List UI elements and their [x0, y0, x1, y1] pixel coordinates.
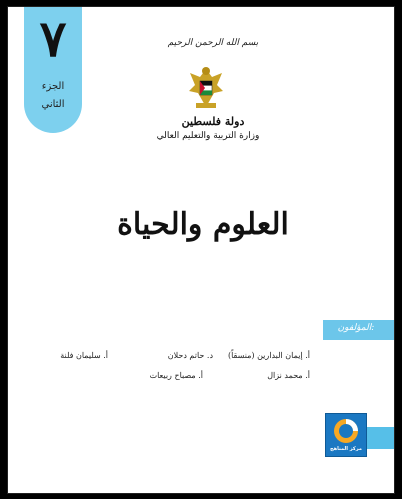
part-label: الجزء — [41, 81, 65, 92]
eagle-emblem-icon — [186, 63, 226, 113]
ministry-name: وزارة التربية والتعليم العالي — [156, 131, 260, 141]
author-1: أ. إيمان البدارين (منسقاً) — [227, 351, 310, 360]
publisher-logo-text: مركز المناهج — [330, 446, 362, 452]
author-3: أ. سليمان فلنة — [60, 351, 108, 360]
part-number: الثاني — [41, 99, 65, 110]
basmala: بسم الله الرحمن الرحيم — [167, 38, 259, 48]
author-5: أ. مصباح ربيعات — [149, 371, 203, 380]
grade-tab — [24, 7, 82, 133]
state-name: دولة فلسطين — [181, 115, 245, 128]
authors-label: المؤلفون: — [337, 323, 375, 333]
publisher-logo — [325, 413, 367, 457]
author-4: أ. محمد نزال — [267, 371, 310, 380]
curriculum-center-logo-icon — [329, 416, 363, 446]
book-cover — [7, 6, 395, 494]
grade-number: ٧ — [39, 9, 67, 68]
book-title: العلوم والحياة — [117, 207, 289, 242]
author-2: د. حاتم دحلان — [167, 351, 213, 360]
